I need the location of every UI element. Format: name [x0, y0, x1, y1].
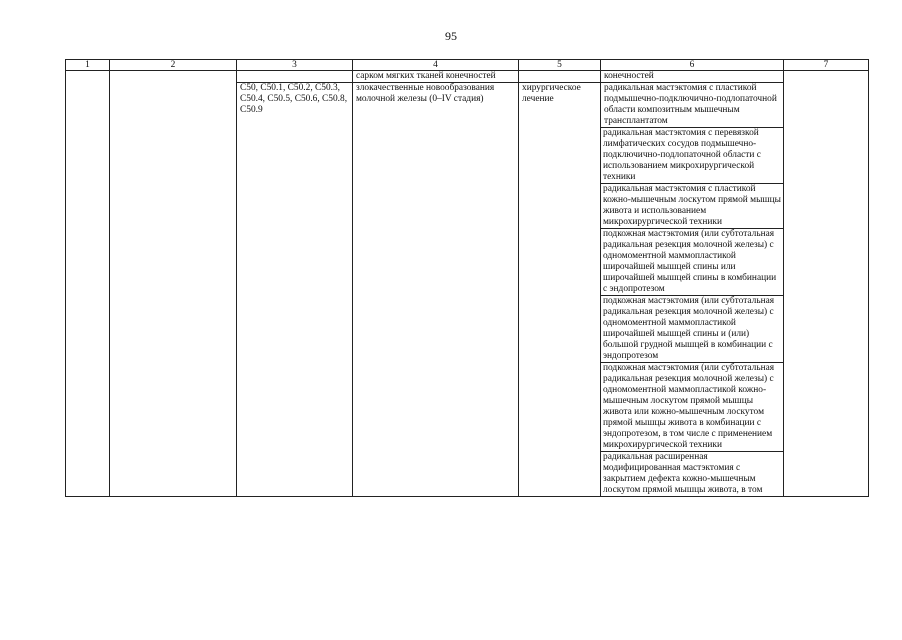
column-number: 1	[66, 60, 110, 71]
procedure-item: подкожная мастэктомия (или субтотальная радикальная резекция молочной железы) с одномоментной маммопластикой кожно-мышечным лоскутом прямой мышцы живота или кожно-мышечным лоскутом прямой мышцы живота в комбинации с эндопротезом, в том числе с применением микрохирургической техники	[601, 363, 783, 452]
procedure-item: радикальная расширенная модифицированная мастэктомия с закрытием дефекта кожно-мышечным лоскутом прямой мышцы живота, в том	[603, 452, 763, 495]
column-number-row	[66, 60, 869, 71]
procedure-list	[601, 128, 784, 497]
continuation-row	[66, 71, 869, 83]
procedure-item: радикальная мастэктомия с пластикой кожно-мышечным лоскутом прямой мышцы живота и использованием микрохирургической техники	[601, 184, 783, 229]
col1-cell	[66, 71, 110, 497]
col6-continuation: конечностей	[601, 71, 784, 83]
column-number: 5	[519, 60, 601, 71]
column-number: 3	[237, 60, 353, 71]
icd-codes: C50, C50.1, C50.2, C50.3, C50.4, C50.5, C50.6, C50.8, C50.9	[237, 83, 353, 497]
column-number: 6	[601, 60, 784, 71]
procedures-table	[65, 59, 869, 497]
col2-cell	[110, 71, 237, 497]
procedure-item: подкожная мастэктомия (или субтотальная радикальная резекция молочной железы) с одномоментной маммопластикой широчайшей мышцей спины или широчайшей мышцей спины в комбинации с эндопротезом	[601, 229, 783, 296]
column-number: 7	[784, 60, 869, 71]
col3-cell	[237, 71, 353, 83]
diagnosis: злокачественные новообразования молочной железы (0–IV стадия)	[353, 83, 519, 497]
col7-cell	[784, 71, 869, 497]
column-number: 2	[110, 60, 237, 71]
page-number: 95	[445, 29, 457, 43]
procedure-item: подкожная мастэктомия (или субтотальная радикальная резекция молочной железы) с одномоментной маммопластикой широчайшей мышцей спины и (или) большой грудной мышцей в комбинации с эндопротезом	[601, 296, 783, 363]
col4-continuation: сарком мягких тканей конечностей	[353, 71, 519, 83]
column-number: 4	[353, 60, 519, 71]
treatment-type: хирургическое лечение	[519, 83, 601, 497]
procedure-item: радикальная мастэктомия с перевязкой лимфатических сосудов подмышечно-подключично-подлопаточной области с использованием микрохирургической техники	[601, 128, 783, 184]
procedure-item: радикальная мастэктомия с пластикой подмышечно-подключично-подлопаточной области композитным мышечным трансплантатом	[601, 83, 784, 128]
col5-cell	[519, 71, 601, 83]
